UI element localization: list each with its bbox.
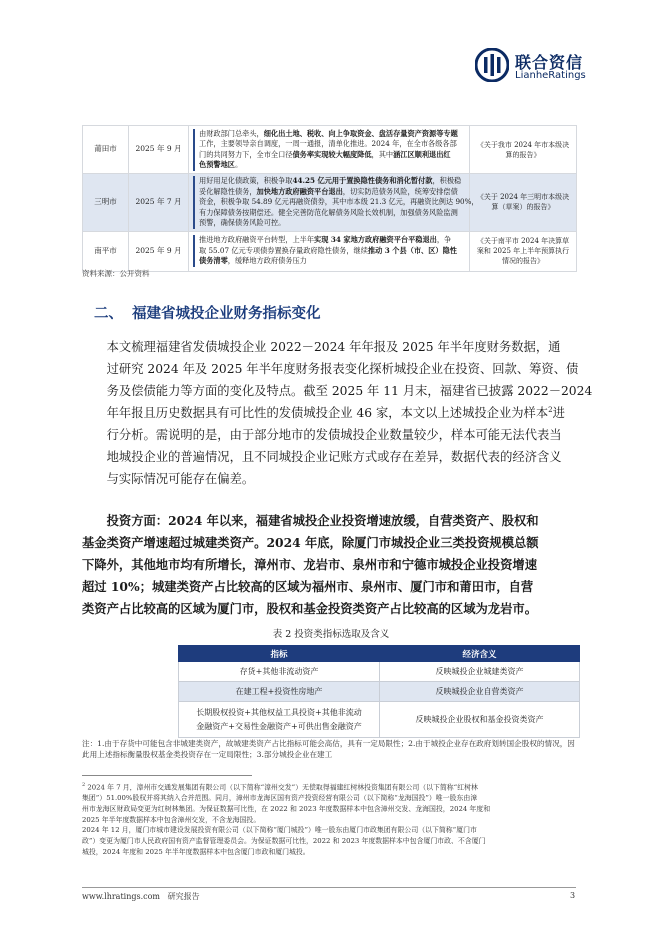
policy-emphasis: 细化出土地、税收、向上争取资金、盘活存量资产资源等专题 (263, 128, 458, 138)
paragraph-line: 过研究 2024 年及 2025 年半年度财务报表变化探析城投企业在投资、回款、筹资、债 (106, 362, 579, 376)
investment-paragraph (82, 510, 576, 620)
policy-content-line (199, 218, 465, 229)
footnote-text: 2024 年 7 月，漳州市交通发展集团有限公司（以下简称“漳州交发”）无偿取得福建红树林投资集团有限公司（以下简称“红树林 (87, 783, 478, 792)
policy-emphasis: 债务率实现较大幅度降低 (292, 149, 372, 159)
page-number: 3 (570, 891, 576, 900)
indicator-line: 长期股权投资+其他权益工具投资+其他非流动 (196, 707, 362, 717)
city-cell: 莆田市 (83, 126, 129, 174)
policy-emphasis: 色预警地区 (199, 160, 235, 169)
paragraph-line: 本文梳理福建省发债城投企业 2022－2024 年年报及 2025 年半年度财务数据，通 (106, 340, 561, 354)
paragraph-line: 基金类资产增速超过城建类资产。2024 年底，除厦门市城投企业三类投资规模总额 (82, 535, 539, 550)
policy-text: 门的共同努力下，全市全口径 (199, 149, 293, 159)
indicator-cell: 存货+其他非流动资产 (179, 662, 380, 682)
indicator-cell (179, 702, 380, 738)
paragraph-line (82, 402, 576, 424)
policy-content-line (199, 160, 465, 171)
policy-emphasis: 加快地方政府融资平台退出 (256, 186, 343, 196)
brand-name-en: LianheRatings (515, 70, 586, 81)
section-heading (94, 302, 321, 323)
policy-emphasis: 涵江区顺利退出红 (393, 149, 451, 159)
section-number: 二、 (94, 306, 123, 322)
paragraph-line: 投资方面：2024 年以来，福建省城投企业投资增速放缓，自营类资产、股权和 (106, 513, 539, 528)
policy-text: 。 (234, 160, 243, 169)
policy-content-line (199, 197, 479, 208)
table-row (83, 231, 577, 271)
policy-text: 用好用足化债政策，积极争取 (199, 176, 293, 185)
paragraph-line: 务及偿债能力等方面的变化及特点。截至 2025 年 11 月末，福建省已披露 2022－2024 (106, 384, 593, 398)
policy-text: ，积极稳 (432, 176, 462, 185)
policy-content-line (199, 187, 465, 198)
policy-content-line (199, 208, 465, 219)
date-cell: 2025 年 9 月 (129, 231, 189, 271)
table-row (83, 174, 577, 232)
policy-text: 推进地方政府融资平台转型，上半年 (199, 235, 315, 245)
table-row (179, 682, 580, 702)
date-cell: 2025 年 7 月 (129, 174, 189, 232)
indicator-line: 金融资产+交易性金融资产+可供出售金融资产 (196, 721, 362, 731)
footnote-mark: 2 (82, 782, 86, 788)
policy-content-cell (189, 231, 470, 271)
lianhe-logo (475, 48, 625, 86)
footer-divider (82, 887, 576, 888)
indicator-cell: 在建工程+投资性房地产 (179, 682, 380, 702)
policy-text: ，争 (436, 235, 452, 245)
footnote-block (82, 780, 582, 858)
paragraph-line-text: 年年报且历史数据具有可比性的发债城投企业 46 家，本文以上述城投企业为样本 (106, 406, 549, 420)
table2-note: 注：1.由于存货中可能包含非城建类资产，故城建类资产占比指标可能会高估，具有一定局限性；2.由于城投企业存在政府划转国企股权的情况，因此用上述指标衡量股权基金类投资存在一定局限性；3.部分城投企业在建工 (82, 739, 575, 759)
footnote-line: 2024 年 12 月，厦门市城市建设发展投资有限公司（以下简称“厦门城投”）唯一股东由厦门市政集团有限公司（以下简称“厦门市 (82, 826, 477, 835)
table-row (179, 702, 580, 738)
paragraph-line: 与实际情况可能存在偏差。 (106, 472, 255, 486)
policy-content-text (193, 235, 465, 267)
policy-text: 由财政部门总牵头， (199, 128, 264, 138)
policy-text: 妥化解隐性债务， (199, 186, 257, 196)
table2-header-indicator: 指标 (179, 646, 380, 662)
policy-content-line (199, 176, 465, 187)
policy-emphasis: 推动 3 个县（市、区）隐性 (367, 245, 457, 255)
city-cell: 南平市 (83, 231, 129, 271)
policy-content-line (199, 235, 465, 246)
source-doc-cell: 《关于 2024 年三明市本级决算（草案）的报告》 (470, 174, 577, 232)
policy-content-text (193, 129, 465, 171)
intro-paragraph (82, 336, 593, 490)
footnote-line: 政”）变更为厦门市人民政府国有资产监督管理委员会。为保证数据可比性，2022 和 2023 年度数据样本中包含厦门市政、不含厦门 (82, 837, 486, 846)
policy-content-text (193, 176, 479, 229)
footnote-line: 集团”）51.00%股权并将其纳入合并范围。同月，漳州市龙海区国有资产投资经营有限公司（以下简称“龙海国投”）唯一股东由漳 (82, 794, 478, 803)
policy-text: ，切实防范债务风险，统筹安排偿债 (342, 186, 458, 196)
footer-website[interactable]: www.lhratings.com (82, 892, 161, 901)
policy-emphasis: 44.25 亿元用于置换隐性债务和消化暂付款 (292, 176, 433, 185)
paragraph-line: 地城投企业的普遍情况，且不同城投企业记账方式或存在差异，数据代表的经济含义 (106, 450, 562, 464)
date-cell: 2025 年 9 月 (129, 126, 189, 174)
meaning-cell: 反映城投企业城建类资产 (380, 662, 580, 682)
section-title: 福建省城投企业财务指标变化 (132, 306, 321, 322)
footer-left (82, 891, 200, 902)
footnote-line: 州市龙海区财政局变更为红树林集团。为保证数据可比性，在 2022 和 2023 年度数据样本中包含漳州交发、龙海国投，2024 年度和 (82, 804, 491, 813)
policy-content-line (199, 246, 465, 257)
table-row (179, 662, 580, 682)
policy-emphasis: 实现 34 家地方政府融资平台平稳退出 (314, 235, 437, 245)
lianhe-logo-icon (475, 48, 509, 82)
footnote-divider (82, 775, 252, 776)
footnote-line (82, 780, 582, 793)
table-row (83, 126, 577, 174)
source-doc-cell: 《关于我市 2024 年市本级决算的报告》 (470, 126, 577, 174)
paragraph-line: 下降外，其他地市均有所增长，漳州市、龙岩市、泉州市和宁德市城投企业投资增速 (82, 557, 537, 572)
city-cell: 三明市 (83, 174, 129, 232)
policy-emphasis: 债务清零 (199, 256, 228, 266)
footnote-ref[interactable]: 2 (548, 405, 553, 414)
paragraph-line: 类资产占比较高的区域为厦门市，股权和基金投资类资产占比较高的区域为龙岩市。 (82, 601, 537, 616)
table2-header-meaning: 经济含义 (380, 646, 580, 662)
policy-text: 工作，主要领导亲自调度，一周一通报，清单化推进。2024 年，在全市各级各部 (199, 139, 457, 148)
footnote-line: 城投，2024 年度和 2025 年半年度数据样本中包含厦门市政和厦门城投。 (82, 848, 310, 857)
paragraph-line: 行分析。需说明的是，由于部分地市的发债城投企业数量较少，样本可能无法代表当 (106, 428, 562, 442)
paragraph-line: 超过 10%；城建类资产占比较高的区域为福州市、泉州市、厦门市和莆田市，自营 (82, 579, 534, 594)
debt-policy-table (82, 125, 577, 272)
footnote-line: 2025 年半年度数据样本中包含漳州交发，不含龙海国投。 (82, 815, 261, 824)
footer-doc-type: 研究报告 (167, 892, 200, 901)
policy-text: 取 55.07 亿元专项债券置换存量政府隐性债务，继续 (199, 245, 368, 255)
policy-content-line (199, 139, 465, 150)
policy-text: 有力保障债务按期偿还。健全完善防范化解债务风险长效机制，加强债务风险监测 (199, 207, 458, 217)
policy-content-cell (189, 126, 470, 174)
paragraph-line-tail: 进 (552, 406, 565, 420)
source-doc-cell: 《关于南平市 2024 年决算草案和 2025 年上半年预算执行情况的报告》 (470, 231, 577, 271)
policy-text: 预警，确保债务风险可控。 (199, 218, 286, 227)
policy-text: 资金，积极争取 54.89 亿元再融资债券，其中市本级 21.3 亿元，再融资比例达 90%， (199, 197, 479, 206)
policy-content-line (199, 150, 465, 161)
table2-caption: 表 2 投资类指标选取及含义 (272, 629, 390, 640)
policy-content-line (199, 256, 465, 267)
policy-text: ，其中 (371, 149, 394, 159)
meaning-cell: 反映城投企业股权和基金投资类资产 (380, 702, 580, 738)
policy-content-cell (189, 174, 479, 232)
table-source-note: 资料来源：公开资料 (82, 269, 150, 278)
investment-indicator-table (178, 645, 580, 738)
meaning-cell: 反映城投企业自营类资产 (380, 682, 580, 702)
brand-name-cn: 联合资信 (515, 53, 584, 72)
policy-content-line (199, 129, 465, 140)
policy-text: ，缓释地方政府债务压力 (227, 256, 307, 266)
